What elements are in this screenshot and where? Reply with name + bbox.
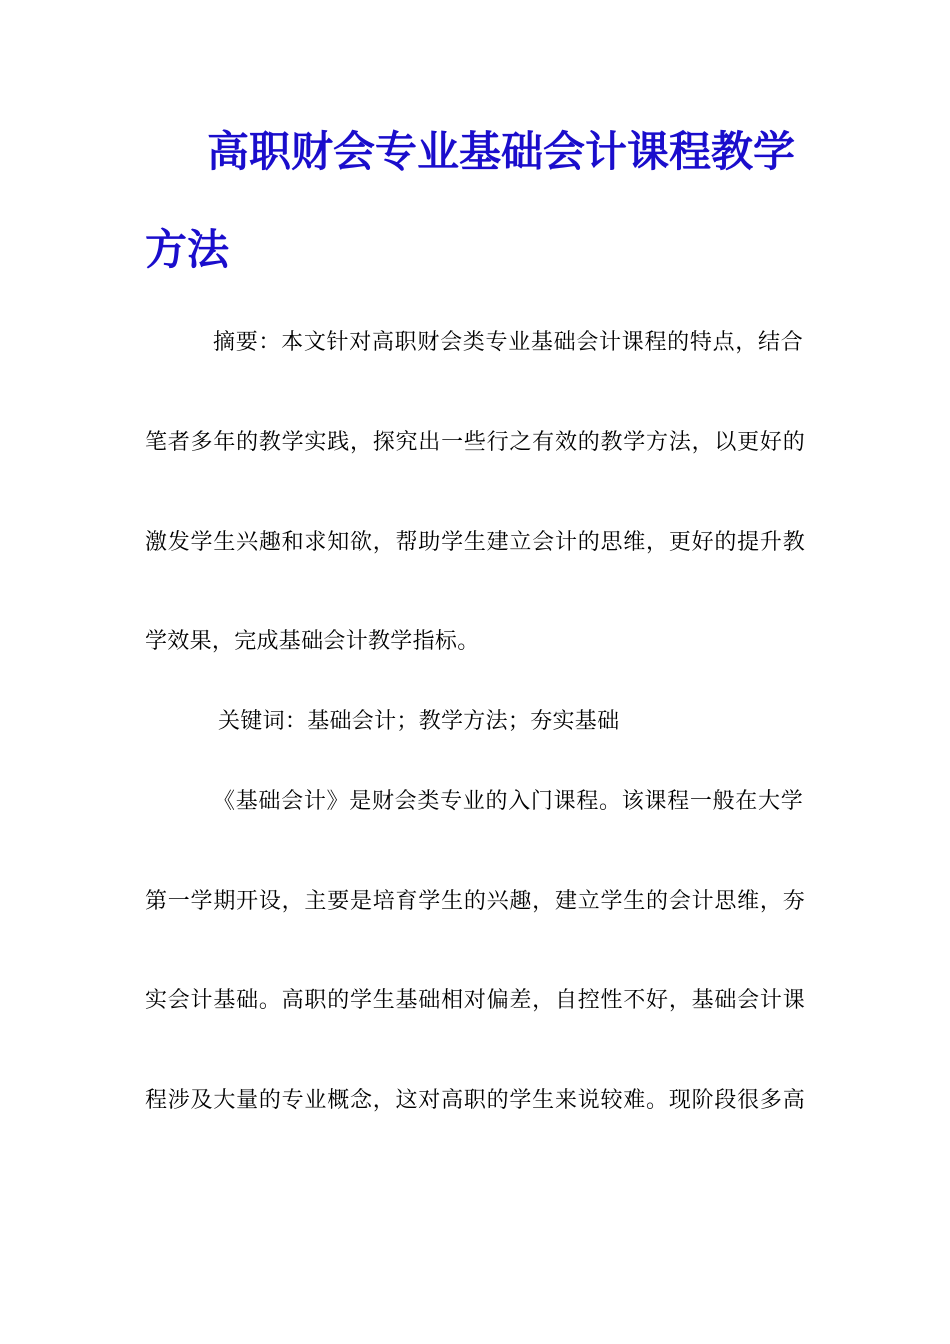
- abstract-line-4: 学效果，完成基础会计教学指标。: [145, 629, 480, 654]
- body-line-4: 程涉及大量的专业概念，这对高职的学生来说较难。现阶段很多高: [145, 1088, 805, 1113]
- body-line-1: 《基础会计》是财会类专业的入门课程。该课程一般在大学: [213, 789, 803, 814]
- page-title-line-2: 方法: [145, 225, 230, 274]
- keywords-line: 关键词：基础会计；教学方法；夯实基础: [218, 709, 620, 734]
- abstract-line-1: 摘要：本文针对高职财会类专业基础会计课程的特点，结合: [213, 330, 803, 355]
- abstract-line-2: 笔者多年的教学实践，探究出一些行之有效的教学方法，以更好的: [145, 430, 805, 455]
- body-line-2: 第一学期开设，主要是培育学生的兴趣，建立学生的会计思维，夯: [145, 889, 805, 914]
- abstract-line-3: 激发学生兴趣和求知欲，帮助学生建立会计的思维，更好的提升教: [145, 530, 805, 555]
- body-line-3: 实会计基础。高职的学生基础相对偏差，自控性不好，基础会计课: [145, 988, 805, 1013]
- page-title-line-1: 高职财会专业基础会计课程教学: [207, 127, 796, 176]
